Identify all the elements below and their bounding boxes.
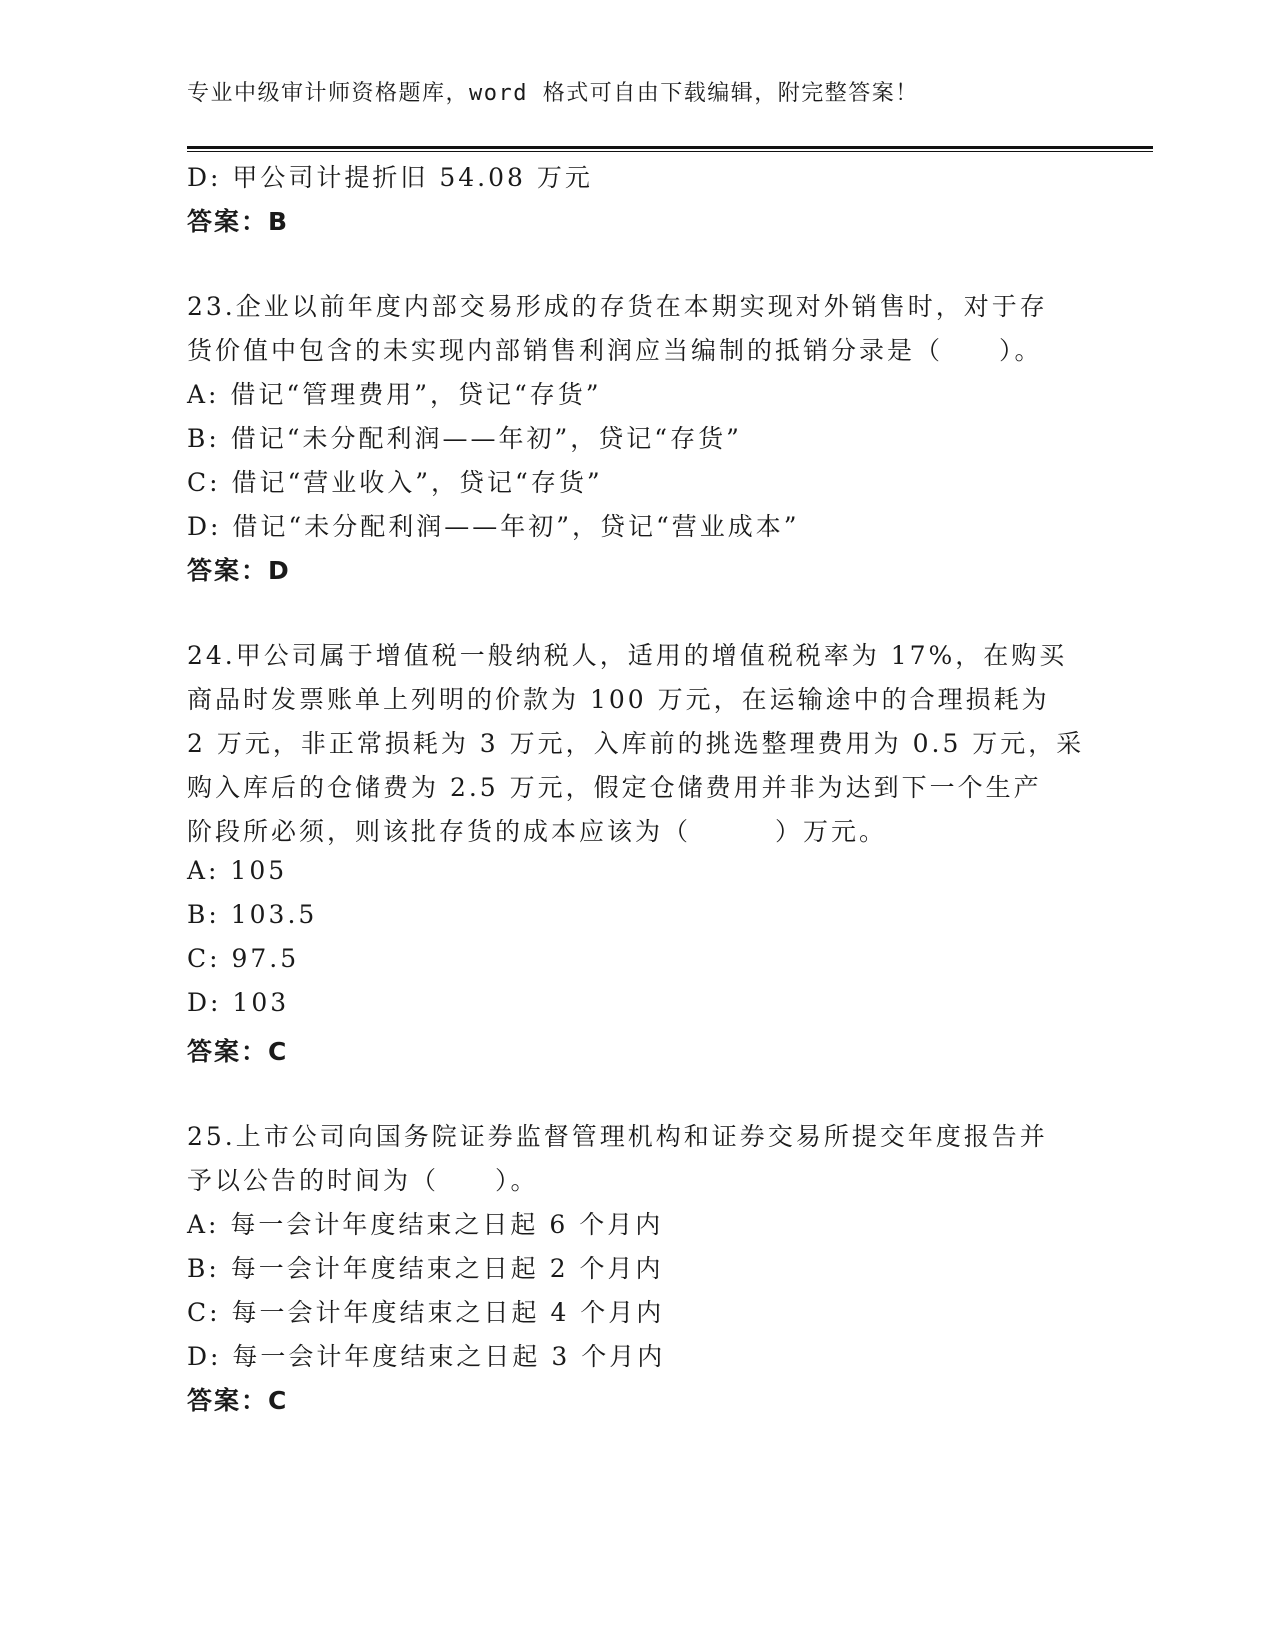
q24-stem-line3: 2 万元，非正常损耗为 3 万元，入库前的挑选整理费用为 0.5 万元，采 — [187, 729, 1085, 758]
q24-option-b: B: 103.5 — [187, 900, 318, 929]
q24-stem-line5: 阶段所必须，则该批存货的成本应该为（ ）万元。 — [187, 817, 888, 846]
header-rule — [187, 146, 1153, 149]
q25-option-a: A: 每一会计年度结束之日起 6 个月内 — [187, 1210, 664, 1239]
q23-answer: 答案：D — [187, 556, 291, 585]
q24-option-c: C: 97.5 — [187, 944, 300, 973]
q25-stem-line2: 予以公告的时间为（ ）。 — [187, 1166, 539, 1195]
q24-option-d: D: 103 — [187, 988, 290, 1017]
q24-stem-line1: 24.甲公司属于增值税一般纳税人，适用的增值税税率为 17%，在购买 — [187, 641, 1068, 670]
q24-answer: 答案：C — [187, 1037, 289, 1066]
q23-option-c: C: 借记“营业收入”，贷记“存货” — [187, 468, 603, 497]
prev-answer: 答案：B — [187, 207, 290, 236]
q23-option-d: D: 借记“未分配利润——年初”，贷记“营业成本” — [187, 512, 800, 541]
q24-stem-line2: 商品时发票账单上列明的价款为 100 万元，在运输途中的合理损耗为 — [187, 685, 1050, 714]
q25-option-c: C: 每一会计年度结束之日起 4 个月内 — [187, 1298, 665, 1327]
header-rule-thin — [187, 151, 1153, 152]
q25-option-d: D: 每一会计年度结束之日起 3 个月内 — [187, 1342, 666, 1371]
prev-option-d: D: 甲公司计提折旧 54.08 万元 — [187, 163, 593, 192]
q23-stem-line2: 货价值中包含的未实现内部销售利润应当编制的抵销分录是（ ）。 — [187, 336, 1043, 365]
q23-stem-line1: 23.企业以前年度内部交易形成的存货在本期实现对外销售时，对于存 — [187, 292, 1048, 321]
q25-answer: 答案：C — [187, 1386, 289, 1415]
q23-option-a: A: 借记“管理费用”，贷记“存货” — [187, 380, 602, 409]
q25-option-b: B: 每一会计年度结束之日起 2 个月内 — [187, 1254, 664, 1283]
q24-stem-line4: 购入库后的仓储费为 2.5 万元，假定仓储费用并非为达到下一个生产 — [187, 773, 1042, 802]
q24-option-a: A: 105 — [187, 856, 288, 885]
q23-option-b: B: 借记“未分配利润——年初”，贷记“存货” — [187, 424, 742, 453]
page-header: 专业中级审计师资格题库，word 格式可自由下载编辑，附完整答案！ — [187, 81, 919, 106]
q25-stem-line1: 25.上市公司向国务院证券监督管理机构和证券交易所提交年度报告并 — [187, 1122, 1048, 1151]
